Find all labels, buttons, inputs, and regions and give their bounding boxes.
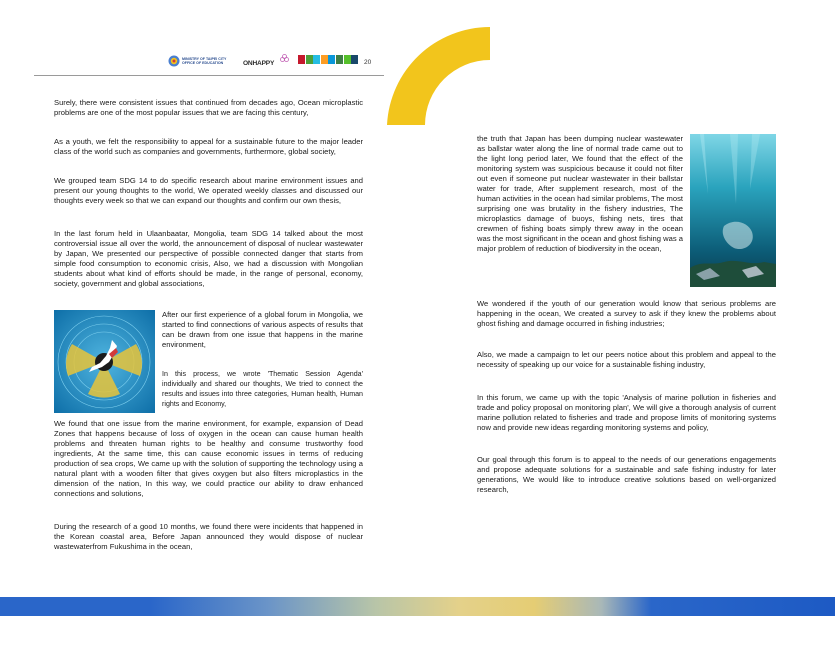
sdg-goal-icon (351, 55, 358, 64)
left-paragraph-4: In the last forum held in Ulaanbaatar, Mongolia, team SDG 14 talked about the most controversial issue all over the world, the announcement of disposal of nuclear wastewater by Japan, We presented our perspective of possible connected danger that starts from simple food consumption to economic crisis, Also, we had a discussion with Mongolian students about what kind of efforts should be made, in the range of personal, economy, society, government and global associations, (54, 229, 363, 288)
footer-color-bar (0, 597, 835, 616)
brand-name: ONHAPPY (243, 60, 275, 67)
right-paragraph-1: the truth that Japan has been dumping nuclear wastewater as ballstar water along the line of normal trade came out to the light long period later, We found that the effect of the monitoring system was suspicious because it could not filter out even if someone put nuclear wastewater in their ballstar water for trade, After supplement research, most of the human activities in the ocean had similar problems, The most surprising one was brutality in the fishery industries, The microplastics damage of buoys, fishing nets, tires that crewmen of fishing boats simply threw away in the ocean was the most significant in the ocean and ghost fishing was a major problem of reduction of biodiversity in the ocean, (477, 134, 683, 253)
org-line-2: OFFICE OF EDUCATION (182, 61, 224, 65)
sdg-goal-icon (298, 55, 305, 64)
flower-logo-icon (280, 54, 289, 63)
sdg-goal-icon (336, 55, 343, 64)
sdg-goal-icon (313, 55, 320, 64)
yellow-arc-decoration (385, 27, 490, 127)
left-paragraph-7: We found that one issue from the marine environment, for example, expansion of Dead Zones that happens because of loss of oxygen in the ocean can cause human health problems and threaten human rights to be healthy and consume trustworthy food ingredients, At the same time, this can cause economic issues in terms of reducing production of sea crops, We came up with the solution of supporting the technology using a natural plant with a wooden filter that gives oxygen but also filters microplastics in the dimension of the nation, In this way, we could practice our ability to draw enhanced connections and solutions, (54, 419, 363, 498)
right-paragraph-2: We wondered if the youth of our generation would know that serious problems are happening in the ocean, We created a survey to ask if they knew the problems about ghost fishing and damage occurred in fishing industries; (477, 299, 776, 328)
left-paragraph-1: Surely, there were consistent issues that continued from decades ago, Ocean microplastic problems are one of the most popular issues that we are facing this century, (54, 98, 363, 117)
underwater-plastic-image (690, 134, 776, 287)
org-name (182, 57, 226, 65)
radiation-map-illustration (54, 310, 155, 413)
onhappy-logo (243, 60, 274, 67)
left-paragraph-2: As a youth, we felt the responsibility to appeal for a sustainable future to the major leader class of the world such as companies and governments, furthermore, global society, (54, 137, 363, 156)
header-divider (34, 75, 384, 76)
right-paragraph-5: Our goal through this forum is to appeal to the needs of our generations engagements and propose adequate solutions for a sustainable and safe fishing industry for later generations, We would like to introduce creative solutions based on well-organized research, (477, 455, 776, 494)
left-paragraph-6: In this process, we wrote 'Thematic Session Agenda' individually and shared our thoughts, We tried to connect the results and issues into three categories, Human health, Human rights and Economy, (162, 370, 363, 408)
left-paragraph-3: We grouped team SDG 14 to do specific research about marine environment issues and present our young thoughts to the world, We operated weekly classes and discussed our thoughts every week so that we can expand our thoughts and confirm our own thesis, (54, 176, 363, 205)
ocean-pollution-illustration (690, 134, 776, 287)
nuclear-japan-image (54, 310, 155, 413)
sdg-goal-icon (344, 55, 351, 64)
left-paragraph-5: After our first experience of a global forum in Mongolia, we started to find connections of various aspects of results that can be drawn from one issue that happens in the marine environment, (162, 310, 363, 349)
sdg-goal-icon (306, 55, 313, 64)
right-paragraph-4: In this forum, we came up with the topic 'Analysis of marine pollution in fisheries and trade and policy proposal on monitoring plan', We will give a thorough analysis of current marine pollution related to fisheries and trade and propose limits of monitoring systems now and provide new ideas regarding monitoring systems and policy, (477, 393, 776, 432)
org-line-1: MINISTRY OF TAIPEI CITY (182, 57, 227, 61)
sdg-goal-icon (328, 55, 335, 64)
right-paragraph-3: Also, we made a campaign to let our peers notice about this problem and appeal to the necessity of speaking up our voice for a sustainable fishing industry, (477, 350, 776, 369)
sdg-goal-icon (321, 55, 328, 64)
left-paragraph-8: During the research of a good 10 months, we found there were incidents that happened in the Korean coastal area, Before Japan announced they would dispose of nuclear wastewaterfrom Fukushima in the ocean, (54, 522, 363, 551)
page-number: 20 (364, 59, 372, 66)
education-office-logo-icon (168, 55, 180, 67)
